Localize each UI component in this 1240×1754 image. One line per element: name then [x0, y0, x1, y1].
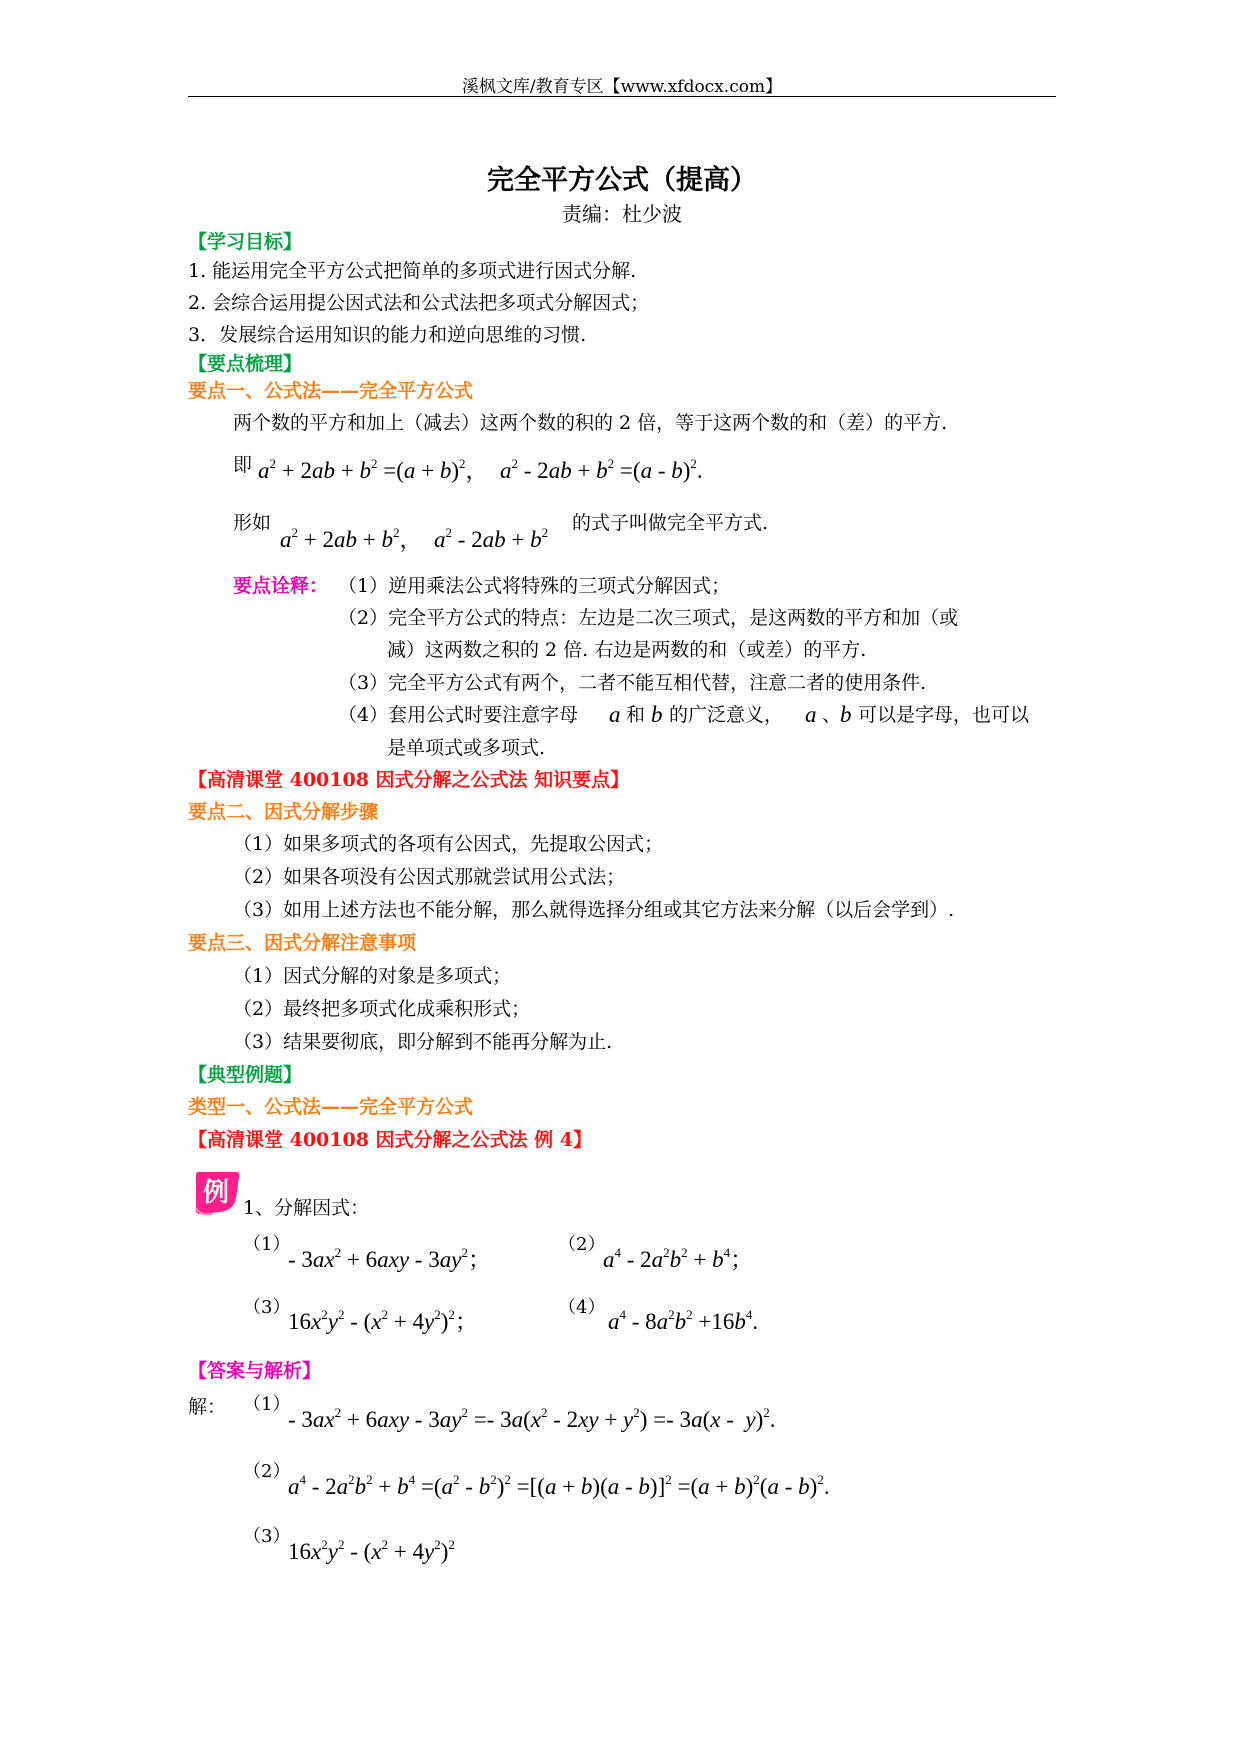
formula-perfect-square-form: $a^2 + 2ab + b^2$， $a^2 - 2ab + b^2$	[280, 525, 549, 552]
point1-heading: 要点一、公式法——完全平方公式	[188, 380, 474, 402]
page-title: 完全平方公式（提高）	[487, 165, 757, 196]
sub-question-label: （4）	[558, 1297, 606, 1318]
type1-heading: 类型一、公式法——完全平方公式	[188, 1096, 474, 1118]
expr-q2: $a^4 - 2a^2b^2 + b^4$；	[603, 1245, 754, 1272]
note-label: 要点诠释：	[233, 575, 329, 597]
solution-label: 解：	[188, 1396, 227, 1418]
note-part: 的广泛意义，	[669, 704, 784, 726]
step-item: （2）如果各项没有公因式那就尝试用公式法；	[233, 866, 626, 888]
badge-label: 例	[202, 1178, 230, 1208]
note-part: 、	[822, 704, 842, 726]
editor-line: 责编：杜少波	[562, 202, 682, 226]
answer-heading: 【答案与解析】	[188, 1360, 322, 1382]
example-badge-icon	[192, 1168, 242, 1216]
site-header: 溪枫文库/教育专区【www.xfdocx.com】	[461, 77, 783, 97]
solution-item-label: （3）	[243, 1526, 291, 1547]
point2-heading: 要点二、因式分解步骤	[188, 801, 379, 823]
sub-question-label: （2）	[558, 1234, 606, 1255]
step-item: （1）如果多项式的各项有公因式，先提取公因式；	[233, 833, 664, 855]
video-link-1: 【高清课堂 400108 因式分解之公式法 知识要点】	[188, 769, 630, 791]
point3-heading: 要点三、因式分解注意事项	[188, 932, 417, 954]
solution-item-label: （2）	[243, 1461, 291, 1482]
note-item: （2）最终把多项式化成乘积形式；	[233, 998, 531, 1020]
note-part: 和	[626, 704, 646, 726]
step-item: （3）如用上述方法也不能分解，那么就得选择分组或其它方法来分解（以后会学到）.	[233, 899, 955, 921]
ji-label: 即	[233, 454, 253, 476]
expr-q3: $16x^2y^2 - (x^2 + 4y^2)^2$；	[288, 1307, 478, 1334]
formula-perfect-square: $a^2 + 2ab + b^2 =(a + b)^2$， $a^2 - 2ab + b^2 =(a - b)^2$.	[258, 456, 703, 483]
note-item: 是单项式或多项式.	[387, 737, 546, 759]
note-item: （2）完全平方公式的特点：左边是二次三项式，是这两数的平方和加（或	[338, 607, 959, 629]
note-part: 可以是字母，也可以	[858, 704, 1030, 726]
note-item: （3）完全平方公式有两个，二者不能互相代替，注意二者的使用条件.	[338, 672, 927, 694]
solution-item-label: （1）	[243, 1394, 291, 1415]
note-item: （4）套用公式时要注意字母	[338, 704, 579, 726]
note-item: （1）逆用乘法公式将特殊的三项式分解因式；	[338, 575, 731, 597]
solution-2: $a^4 - 2a^2b^2 + b^4 =(a^2 - b^2)^2 =[(a + b)(a - b)]^2 =(a + b)^2(a - b)^2$.	[288, 1472, 830, 1499]
symbol-a: a	[805, 702, 817, 727]
solution-3: $16x^2y^2 - (x^2 + 4y^2)^2$	[288, 1537, 455, 1564]
expr-q1: - $3ax^2 + 6axy - 3ay^2$；	[288, 1245, 491, 1272]
symbol-b: b	[840, 702, 852, 727]
goal-item: 1. 能运用完全平方公式把简单的多项式进行因式分解.	[188, 260, 637, 282]
point1-text: 两个数的平方和加上（减去）这两个数的积的 2 倍，等于这两个数的和（差）的平方.	[233, 412, 948, 434]
header-divider	[188, 96, 1056, 97]
symbol-a: a	[609, 702, 621, 727]
symbol-b: b	[651, 702, 663, 727]
question-1: 1、分解因式：	[243, 1197, 370, 1219]
goals-heading: 【学习目标】	[188, 231, 303, 253]
sub-question-label: （1）	[243, 1234, 291, 1255]
goal-item: 3．发展综合运用知识的能力和逆向思维的习惯.	[188, 324, 587, 346]
goal-item: 2. 会综合运用提公因式法和公式法把多项式分解因式；	[188, 292, 650, 314]
solution-1: - $3ax^2 + 6axy - 3ay^2 =- 3a(x^2 - 2xy + y^2) =- 3a(x - y)^2$.	[288, 1405, 776, 1432]
xingru-label: 形如	[233, 512, 272, 534]
note-item: （1）因式分解的对象是多项式；	[233, 965, 512, 987]
examples-heading: 【典型例题】	[188, 1064, 303, 1086]
expr-q4: $a^4 - 8a^2b^2 +16b^4$.	[608, 1307, 759, 1334]
points-heading: 【要点梳理】	[188, 353, 303, 375]
note-item: （3）结果要彻底，即分解到不能再分解为止.	[233, 1031, 613, 1053]
xingru-tail: 的式子叫做完全平方式.	[572, 512, 769, 534]
video-link-2: 【高清课堂 400108 因式分解之公式法 例 4】	[188, 1129, 593, 1151]
sub-question-label: （3）	[243, 1297, 291, 1318]
note-item: 减）这两数之积的 2 倍. 右边是两数的和（或差）的平方.	[387, 639, 867, 661]
